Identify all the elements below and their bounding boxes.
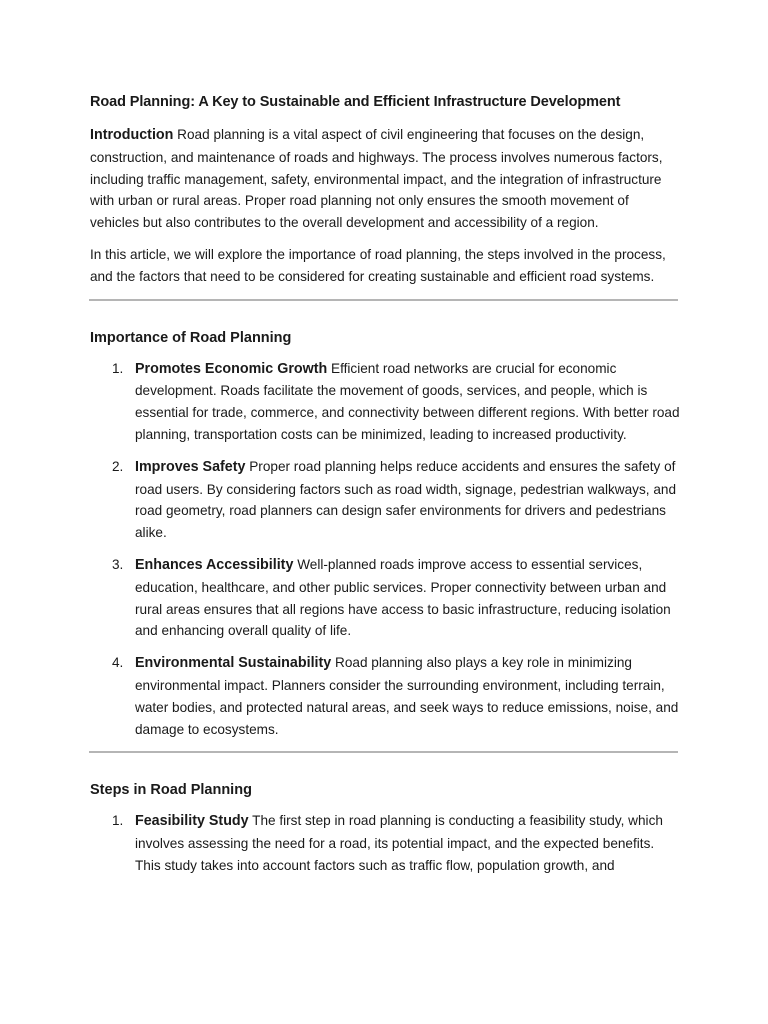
list-item-title: Promotes Economic Growth <box>135 360 328 377</box>
importance-list <box>90 358 680 741</box>
list-item-title: Enhances Accessibility <box>135 556 294 573</box>
list-item <box>90 652 680 740</box>
list-item <box>90 810 680 876</box>
list-item-title: Environmental Sustainability <box>135 655 332 672</box>
list-item-text: Well-planned roads improve access to essential services, education, healthcare, and other public services. Proper connectivity between urban and rural areas ensures that all regions have access to basic infrastructure, reducing isolation and enhancing overall quality of life. <box>135 556 671 639</box>
list-item <box>90 456 680 544</box>
intro-paragraph <box>90 124 680 234</box>
document-page <box>90 93 680 887</box>
list-number: 3. <box>112 556 124 572</box>
intro-lead: Introduction <box>90 127 174 143</box>
steps-heading: Steps in Road Planning <box>90 782 252 799</box>
intro-text: Road planning is a vital aspect of civil engineering that focuses on the design, construction, and maintenance of roads and highways. The process involves numerous factors, including traffic management, safety, environmental impact, and the integration of infrastructure with urban or rural areas. Proper road planning not only ensures the smooth movement of vehicles but also contributes to the overall development and accessibility of a region. <box>90 127 663 231</box>
section-divider <box>89 751 678 753</box>
list-item-text: Efficient road networks are crucial for economic development. Roads facilitate the movement of goods, services, and people, which is essential for trade, commerce, and connectivity between different regions. With better road planning, transportation costs can be minimized, leading to increased productivity. <box>135 360 680 442</box>
document-title: Road Planning: A Key to Sustainable and Efficient Infrastructure Development <box>90 94 621 110</box>
list-number: 1. <box>112 360 124 376</box>
list-item <box>90 358 680 446</box>
list-number: 2. <box>112 458 124 474</box>
list-item-text: Proper road planning helps reduce accidents and ensures the safety of road users. By considering factors such as road width, signage, pedestrian walkways, and road geometry, road planners can design safer environments for drivers and pedestrians alike. <box>135 458 677 541</box>
list-number: 4. <box>112 655 124 671</box>
list-item-title: Feasibility Study <box>135 813 249 830</box>
importance-heading: Importance of Road Planning <box>90 329 292 346</box>
section-divider <box>89 299 678 301</box>
list-item-text: Road planning also plays a key role in minimizing environmental impact. Planners consider the surrounding environment, including terrain, water bodies, and protected natural areas, and seek ways to reduce emissions, noise, and damage to ecosystems. <box>135 655 679 737</box>
overview-paragraph: In this article, we will explore the importance of road planning, the steps involved in the process, and the factors that need to be considered for creating sustainable and efficient road systems. <box>90 246 666 284</box>
steps-list <box>90 810 680 876</box>
list-item-text: The first step in road planning is conducting a feasibility study, which involves assessing the need for a road, its potential impact, and the expected benefits. This study takes into account factors such as traffic flow, population growth, and <box>135 813 663 873</box>
list-item-title: Improves Safety <box>135 458 246 475</box>
list-item <box>90 554 680 642</box>
list-number: 1. <box>112 813 124 829</box>
